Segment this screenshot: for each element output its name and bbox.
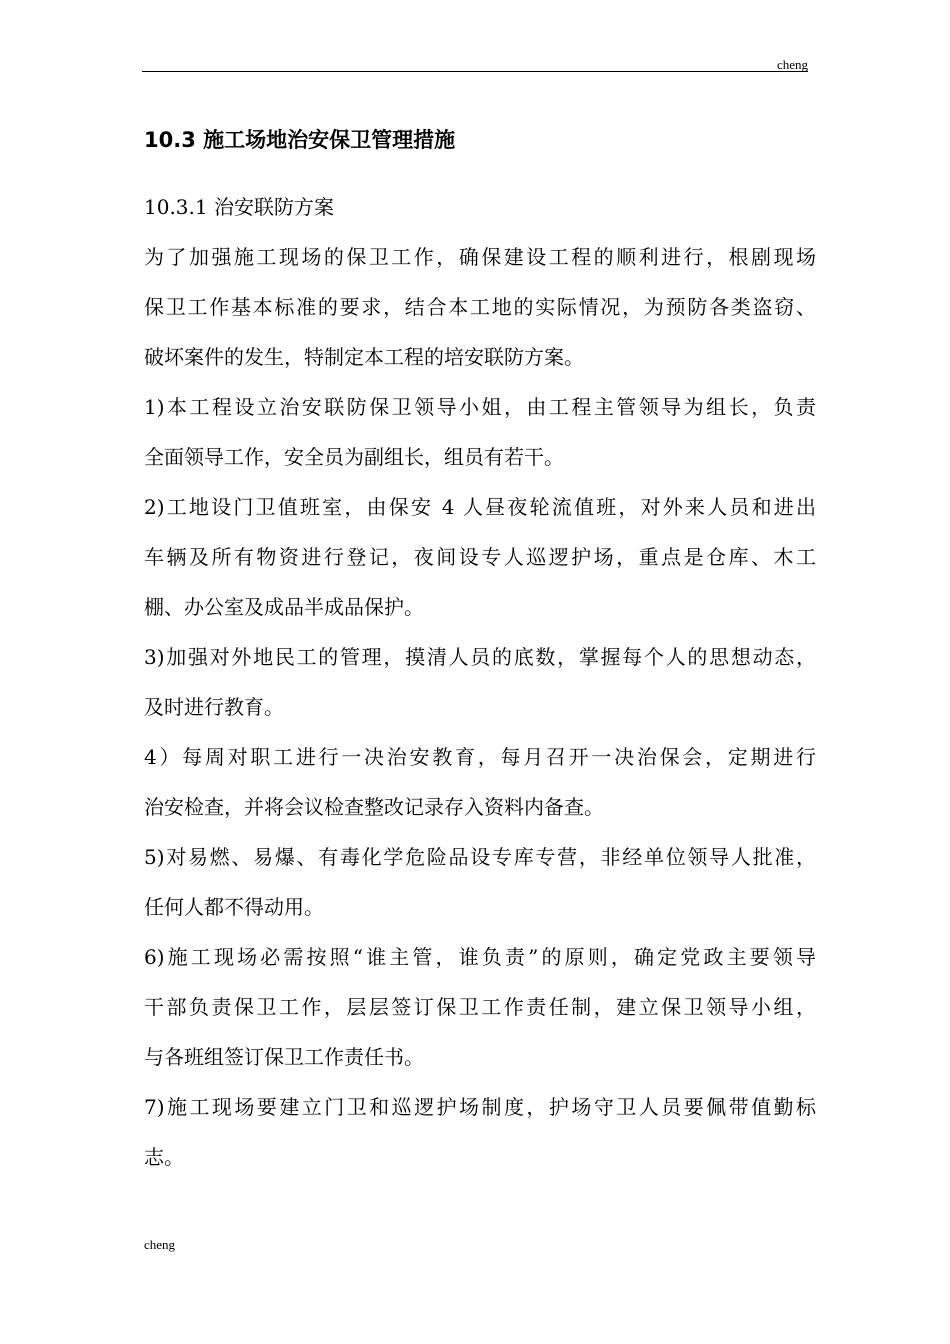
header-rule	[142, 71, 808, 72]
body-text-line: 棚、办公室及成品半成品保护。	[144, 595, 424, 619]
body-text-line: 7)施工现场要建立门卫和巡逻护场制度，护场守卫人员要佩带值勤标	[144, 1095, 816, 1119]
body-text-line: 与各班组签订保卫工作责任书。	[144, 1045, 424, 1069]
body-text-line: 6)施工现场必需按照“谁主管，谁负责”的原则，确定党政主要领导	[144, 945, 816, 969]
subsection-heading: 10.3.1 治安联防方案	[144, 195, 334, 219]
body-text-line: 保卫工作基本标准的要求，结合本工地的实际情况，为预防各类盗窃、	[144, 295, 816, 319]
body-text-line: 干部负责保卫工作，层层签订保卫工作责任制，建立保卫领导小组，	[144, 995, 816, 1019]
body-text-line: 全面领导工作，安全员为副组长，组员有若干。	[144, 445, 564, 469]
body-text-line: 2)工地设门卫值班室，由保安 4 人昼夜轮流值班，对外来人员和进出	[144, 495, 816, 519]
body-text-line: 任何人都不得动用。	[144, 895, 324, 919]
body-text-line: 4）每周对职工进行一决治安教育，每月召开一决治保会，定期进行	[144, 745, 816, 769]
page-footer-text: cheng	[144, 1237, 176, 1252]
page-header-text: cheng	[776, 57, 808, 72]
body-text-line: 5)对易燃、易爆、有毒化学危险品设专库专营，非经单位领导人批准，	[144, 845, 816, 869]
body-text-line: 1)本工程设立治安联防保卫领导小姐，由工程主管领导为组长，负责	[144, 395, 816, 419]
section-title: 10.3 施工场地治安保卫管理措施	[144, 128, 456, 152]
document-body	[144, 182, 816, 1182]
body-text-line: 3)加强对外地民工的管理，摸清人员的底数，掌握每个人的思想动态，	[144, 645, 816, 669]
body-text-line: 及时进行教育。	[144, 695, 284, 719]
body-text-line: 车辆及所有物资进行登记，夜间设专人巡逻护场，重点是仓库、木工	[144, 545, 816, 569]
body-text-line: 为了加强施工现场的保卫工作，确保建设工程的顺利进行，根剧现场	[144, 245, 816, 269]
body-text-line: 治安检查，并将会议检查整改记录存入资料内备查。	[144, 795, 604, 819]
body-text-line: 志。	[144, 1145, 184, 1169]
body-text-line: 破坏案件的发生，特制定本工程的培安联防方案。	[144, 345, 584, 369]
